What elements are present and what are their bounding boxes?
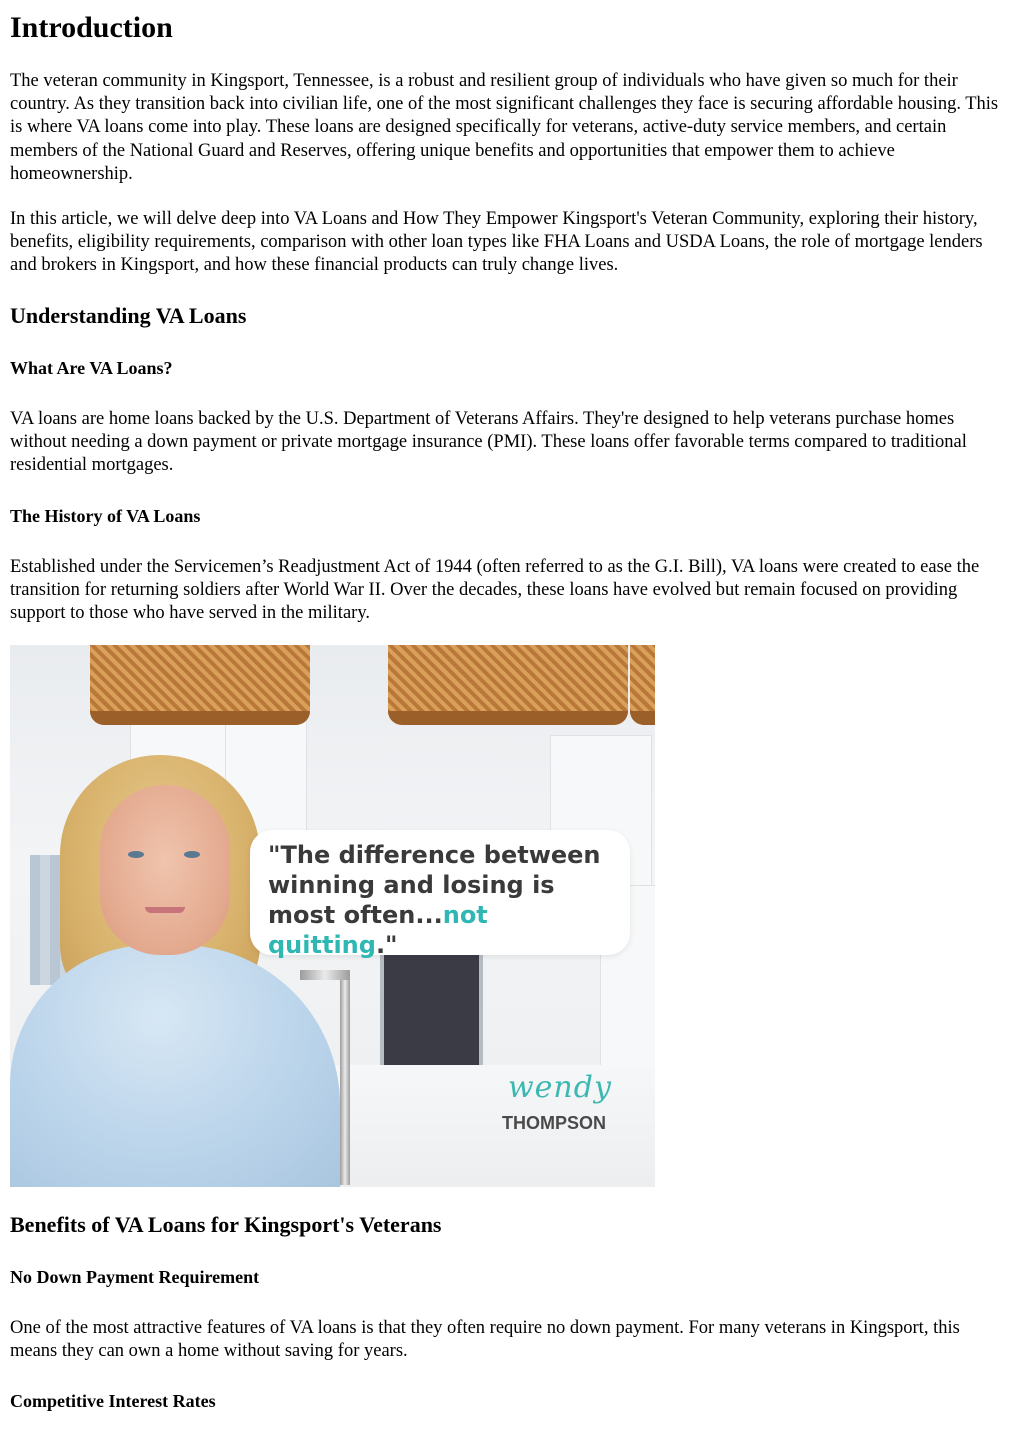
paragraph-history: Established under the Servicemen’s Readjustment Act of 1944 (often referred to as the G.I. Bill), VA loans were created to ease the transition for returning soldiers after World War II. Over the decades, these loans have evolved but remain focused on providing support to those who have served in the military. bbox=[10, 557, 980, 624]
pendant-lamp bbox=[388, 645, 628, 725]
pendant-lamp bbox=[630, 645, 655, 725]
subheading-no-down-payment: No Down Payment Requirement bbox=[10, 1267, 260, 1287]
section-heading-benefits: Benefits of VA Loans for Kingsport's Veterans bbox=[10, 1212, 442, 1237]
wall-oven bbox=[380, 945, 483, 1083]
signature-name: THOMPSON bbox=[502, 1113, 607, 1133]
paragraph-no-down-payment: One of the most attractive features of VA loans is that they often require no down payment. For many veterans in Kingsport, this means they can own a home without saving for years. bbox=[10, 1318, 960, 1362]
pendant-lamp bbox=[90, 645, 310, 725]
quote-main: "The difference between winning and losing is most often... bbox=[268, 841, 601, 929]
mouth bbox=[145, 907, 185, 913]
eye bbox=[128, 851, 144, 858]
eye bbox=[184, 851, 200, 858]
signature-script: wendy bbox=[508, 1070, 612, 1105]
intro-paragraph-2: In this article, we will delve deep into VA Loans and How They Empower Kingsport's Veteran Community, exploring their history, benefits, eligibility requirements, comparison with other loan types like FHA Loans and USDA Loans, the role of mortgage lenders and brokers in Kingsport, and how these financial products can truly change lives. bbox=[10, 209, 983, 276]
page-title: Introduction bbox=[10, 11, 173, 44]
quote-accent: not quitting bbox=[268, 901, 488, 959]
person-face bbox=[100, 785, 230, 955]
quote-end: ." bbox=[375, 931, 398, 959]
article-image bbox=[10, 645, 655, 1187]
intro-paragraph-1: The veteran community in Kingsport, Tennessee, is a robust and resilient group of individuals who have given so much for their country. As they transition back into civilian life, one of the most significant challenges they face is securing affordable housing. This is where VA loans come into play. These loans are designed specifically for veterans, active-duty service members, and certain members of the National Guard and Reserves, offering unique benefits and opportunities that empower them to achieve homeownership. bbox=[10, 71, 999, 184]
subheading-competitive-rates: Competitive Interest Rates bbox=[10, 1391, 216, 1411]
paragraph-what-are-va-loans: VA loans are home loans backed by the U.S. Department of Veterans Affairs. They're designed to help veterans purchase homes without needing a down payment or private mortgage insurance (PMI). These loans offer favorable terms compared to traditional residential mortgages. bbox=[10, 409, 967, 476]
subheading-history: The History of VA Loans bbox=[10, 506, 201, 526]
faucet bbox=[340, 975, 350, 1185]
quote-text bbox=[268, 840, 623, 960]
subheading-what-are-va-loans: What Are VA Loans? bbox=[10, 358, 173, 378]
person-body bbox=[10, 945, 340, 1187]
faucet-spout bbox=[300, 970, 350, 980]
quote-card bbox=[250, 830, 630, 959]
section-heading-understanding: Understanding VA Loans bbox=[10, 303, 247, 328]
